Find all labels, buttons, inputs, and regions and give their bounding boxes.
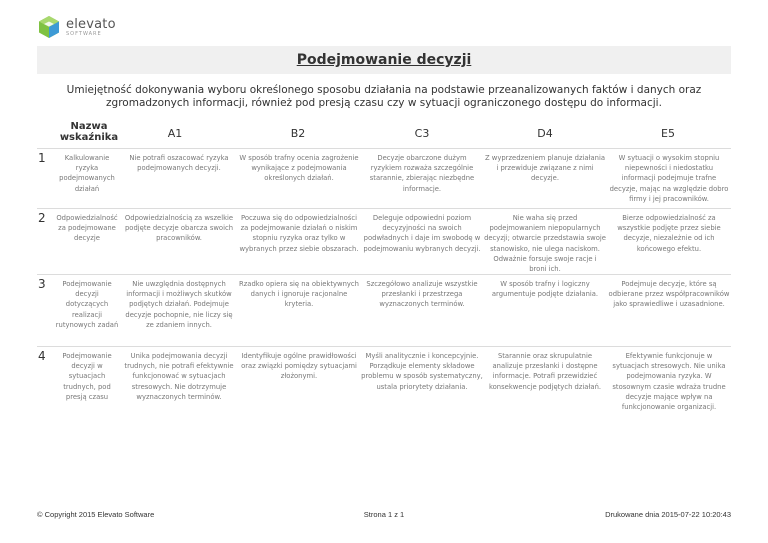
level-d4-description: Starannie oraz skrupulatnie analizuje przesłanki i dostępne informacje. Potrafi przewidzieć konsekwencje podjętych działań. (488, 352, 602, 391)
level-d4-description: W sposób trafny i logiczny argumentuje podjęte działania. (491, 280, 599, 299)
table-row (37, 208, 731, 274)
level-e5-description: Bierze odpowiedzialność za wszystkie podjęte przez siebie decyzje, niezależnie od ich końcowego efektu. (617, 214, 721, 253)
elevato-logo-icon (37, 15, 61, 39)
indicator-name: Podejmowanie decyzji w sytuacjach trudnych, pod presją czasu (62, 352, 112, 401)
level-b2-description: Rzadko opiera się na obiektywnych danych i ignoruje racjonalne kryteria. (239, 280, 359, 309)
table-row (37, 346, 731, 412)
header-indicator-name: Nazwa wskaźnika (59, 121, 119, 143)
indicator-name: Odpowiedzialność za podejmowane decyzje (56, 214, 118, 243)
header-level-b2: B2 (290, 127, 306, 140)
page-title: Podejmowanie decyzji (296, 52, 472, 68)
level-e5-description: Podejmuje decyzje, które są odbierane przez współpracowników jako sprawiedliwe i uzasadnione. (608, 280, 730, 309)
row-number: 4 (38, 349, 46, 363)
competency-definition: Umiejętność dokonywania wyboru określonego sposobu działania na podstawie przeanalizowanych faktów i danych oraz zgromadzonych informacji, również pod presją czasu czy w sytuacji ograniczonego dostępu do informacji. (66, 84, 702, 109)
level-c3-description: Decyzje obarczone dużym ryzykiem rozważa szczególnie starannie, zbierając niezbędne informacje. (369, 154, 475, 193)
footer-copyright: © Copyright 2015 Elevato Software (37, 510, 155, 519)
footer-page-number: Strona 1 z 1 (363, 510, 405, 519)
logo-sub: SOFTWARE (66, 30, 102, 37)
level-a1-description: Nie uwzględnia dostępnych informacji i możliwych skutków podjętych działań. Podejmuje decyzje pochopnie, nie liczy się ze zdaniem innych. (125, 280, 233, 329)
level-a1-description: Nie potrafi oszacować ryzyka podejmowanych decyzji. (129, 154, 229, 173)
level-b2-description: Identyfikuje ogólne prawidłowości oraz związki pomiędzy sytuacjami złożonymi. (241, 352, 357, 381)
row-number: 2 (38, 211, 46, 225)
level-e5-description: W sytuacji o wysokim stopniu niepewności i niedostatku informacji podejmuje trafne decyzje, mając na względzie dobro firmy i jej pracowników. (609, 154, 729, 203)
elevato-logo (37, 15, 116, 39)
header-level-d4: D4 (537, 127, 553, 140)
logo-brand: elevato (66, 16, 116, 32)
title-band (37, 46, 731, 74)
row-number: 1 (38, 151, 46, 165)
level-e5-description: Efektywnie funkcjonuje w sytuacjach stresowych. Nie unika podejmowania ryzyka. W stosownym czasie wdraża trudne decyzje mające wpływ na funkcjonowanie organizacji. (612, 352, 726, 412)
footer-print-date: Drukowane dnia 2015-07-22 10:20:43 (605, 510, 731, 519)
level-a1-description: Unika podejmowania decyzji trudnych, nie potrafi efektywnie funkcjonować w sytuacjach stresowych. Nie dotrzymuje wyznaczonych terminów. (124, 352, 234, 401)
indicator-name: Podejmowanie decyzji dotyczących realizacji rutynowych zadań (55, 280, 119, 329)
header-level-c3: C3 (414, 127, 430, 140)
level-c3-description: Myśli analitycznie i koncepcyjnie. Porządkuje elementy składowe problemu w sposób systematyczny, ustala priorytety działania. (361, 352, 483, 391)
row-number: 3 (38, 277, 46, 291)
indicator-name: Kalkulowanie ryzyka podejmowanych działań (59, 154, 115, 193)
level-d4-description: Nie waha się przed podejmowaniem niepopularnych decyzji; otwarcie przedstawia swoje stanowisko, nie ulega naciskom. Odważnie forsuje swoje racje i broni ich. (484, 214, 606, 274)
level-b2-description: W sposób trafny ocenia zagrożenie wynikające z podejmowania określonych działań. (239, 154, 359, 183)
level-c3-description: Deleguje odpowiedni poziom decyzyjności na swoich podwładnych i daje im swobodę w podejmowaniu wybranych decyzji. (363, 214, 481, 253)
level-d4-description: Z wyprzedzeniem planuje działania i przewiduje związane z nimi decyzje. (484, 154, 606, 183)
level-b2-description: Poczuwa się do odpowiedzialności za podejmowanie działań o niskim stopniu ryzyka oraz tylko w wybranych przez siebie obszarach. (239, 214, 359, 253)
header-level-e5: E5 (661, 127, 675, 140)
level-a1-description: Odpowiedzialnością za wszelkie podjęte decyzje obarcza swoich pracowników. (124, 214, 234, 243)
header-level-a1: A1 (167, 127, 183, 140)
table-row (37, 148, 731, 207)
level-c3-description: Szczegółowo analizuje wszystkie przesłanki i przestrzega wyznaczonych terminów. (366, 280, 478, 309)
table-row (37, 274, 731, 343)
